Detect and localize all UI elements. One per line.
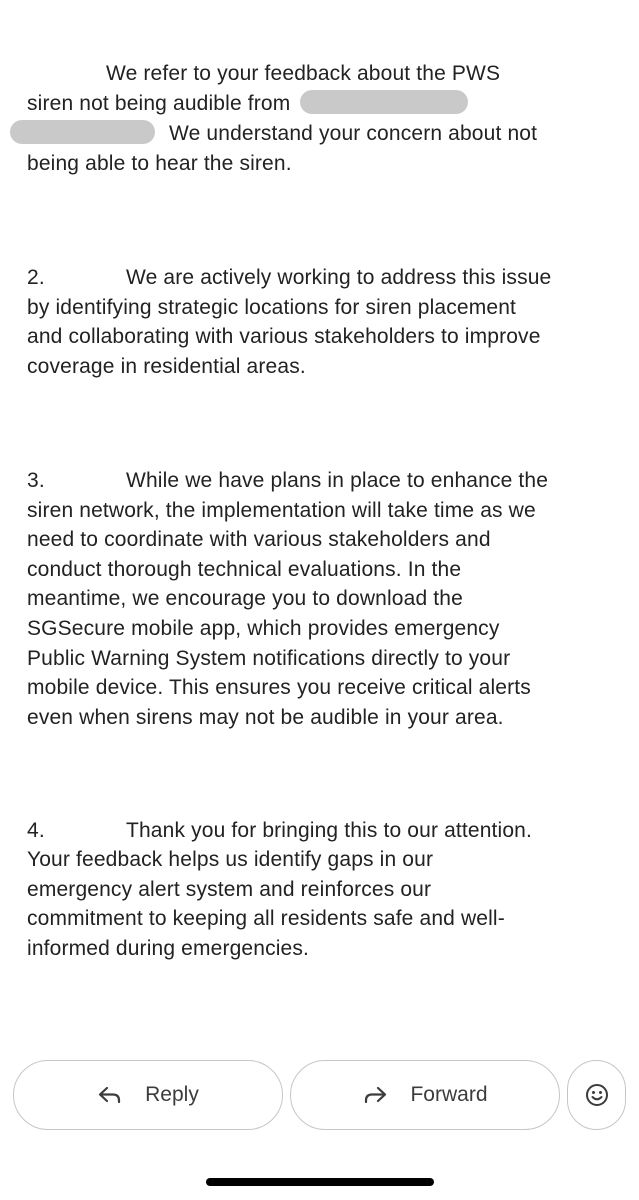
email-text-line: by identifying strategic locations for siren placement [27, 296, 517, 319]
redacted-text [10, 120, 155, 144]
forward-button[interactable] [290, 1060, 560, 1130]
email-text-line [27, 466, 548, 496]
home-indicator[interactable] [206, 1178, 434, 1186]
redacted-text [300, 90, 468, 114]
email-text-line: emergency alert system and reinforces our [27, 878, 432, 901]
paragraph-number: 3. [27, 469, 45, 492]
reply-button[interactable] [13, 1060, 283, 1130]
emoji-reaction-button[interactable] [567, 1060, 626, 1130]
email-text-line: siren network, the implementation will take time as we [27, 499, 536, 522]
email-text-line [27, 89, 468, 119]
email-text-line: SGSecure mobile app, which provides emergency [27, 617, 500, 640]
email-text-line: meantime, we encourage you to download the [27, 587, 463, 610]
forward-arrow-icon [362, 1085, 388, 1105]
email-text-line: being able to hear the siren. [27, 152, 292, 175]
email-text-line: need to coordinate with various stakeholders and [27, 528, 491, 551]
email-text-line: commitment to keeping all residents safe and well- [27, 907, 505, 930]
email-text-line: We refer to your feedback about the PWS [106, 62, 501, 85]
reply-arrow-icon [97, 1085, 123, 1105]
paragraph-number: 4. [27, 819, 45, 842]
email-text-line: informed during emergencies. [27, 937, 310, 960]
email-text-line: even when sirens may not be audible in your area. [27, 706, 504, 729]
email-text-line: conduct thorough technical evaluations. In the [27, 558, 462, 581]
email-text: We understand your concern about not [169, 122, 538, 145]
smiley-icon [585, 1083, 609, 1107]
email-text-line [10, 119, 537, 149]
email-text: We are actively working to address this issue [126, 266, 552, 289]
reply-label: Reply [145, 1083, 199, 1106]
email-text-line: Your feedback helps us identify gaps in our [27, 848, 434, 871]
email-text-line: and collaborating with various stakeholders to improve [27, 325, 541, 348]
email-text: siren not being audible from [27, 92, 291, 115]
email-text-line [27, 263, 551, 293]
email-text-line: Public Warning System notifications directly to your [27, 647, 511, 670]
forward-label: Forward [410, 1083, 488, 1106]
email-text: While we have plans in place to enhance the [126, 469, 549, 492]
paragraph-number: 2. [27, 266, 45, 289]
email-text-line [27, 816, 532, 846]
email-text: Thank you for bringing this to our attention. [126, 819, 532, 842]
email-text-line: coverage in residential areas. [27, 355, 306, 378]
email-text-line: mobile device. This ensures you receive critical alerts [27, 676, 531, 699]
